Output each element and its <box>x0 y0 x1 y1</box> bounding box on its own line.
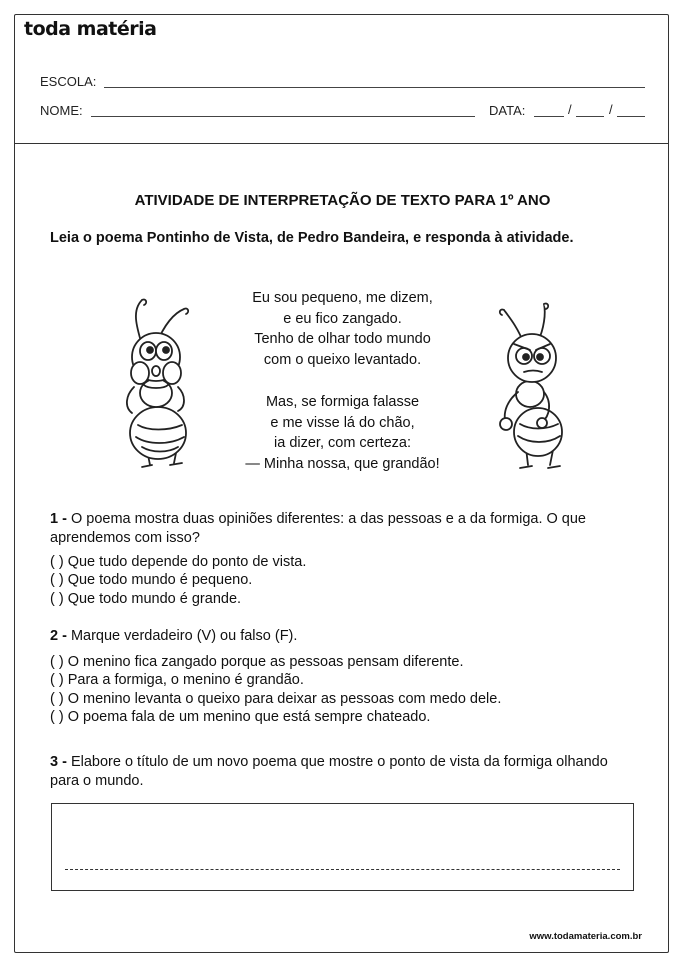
instructions: Leia o poema Pontinho de Vista, de Pedro Bandeira, e responda à atividade. <box>50 230 574 246</box>
angry-ant-illustration <box>492 300 572 475</box>
q1-option[interactable]: ( ) Que todo mundo é grande. <box>50 591 242 607</box>
question-text: Elabore o título de um novo poema que mostre o ponto de vista da formiga olhando para o mundo. <box>50 754 608 789</box>
poem-line: Eu sou pequeno, me dizem, <box>252 290 433 306</box>
date-month-field[interactable] <box>576 116 604 117</box>
page-title: ATIVIDADE DE INTERPRETAÇÃO DE TEXTO PARA 1º ANO <box>134 192 551 209</box>
answer-line[interactable] <box>65 869 620 870</box>
question-number: 1 - <box>50 511 67 527</box>
date-day-field[interactable] <box>534 116 564 117</box>
logo: toda matéria <box>24 18 157 40</box>
footer-url: www.todamateria.com.br <box>529 931 642 942</box>
date-separator: / <box>568 102 572 117</box>
name-label: NOME: <box>40 103 83 118</box>
q2-option[interactable]: ( ) O menino fica zangado porque as pessoas pensam diferente. <box>50 654 464 670</box>
q2-option[interactable]: ( ) O menino levanta o queixo para deixar as pessoas com medo dele. <box>50 691 502 707</box>
answer-box[interactable] <box>51 803 634 891</box>
school-label: ESCOLA: <box>40 74 97 89</box>
q1-option[interactable]: ( ) Que tudo depende do ponto de vista. <box>50 554 307 570</box>
question-1 <box>50 510 640 547</box>
poem-stanza-1 <box>200 288 485 370</box>
date-separator: / <box>609 102 613 117</box>
name-field[interactable] <box>91 116 475 117</box>
question-number: 2 - <box>50 628 67 644</box>
q2-option[interactable]: ( ) O poema fala de um menino que está sempre chateado. <box>50 709 431 725</box>
question-3 <box>50 753 640 790</box>
school-field[interactable] <box>104 87 645 88</box>
date-year-field[interactable] <box>617 116 645 117</box>
question-text: Marque verdadeiro (V) ou falso (F). <box>70 628 298 644</box>
question-2 <box>50 627 640 646</box>
q2-option[interactable]: ( ) Para a formiga, o menino é grandão. <box>50 672 304 688</box>
poem-line: Mas, se formiga falasse <box>265 394 420 410</box>
question-number: 3 - <box>50 754 67 770</box>
poem-line: e eu fico zangado. <box>283 310 402 327</box>
surprised-ant-illustration <box>112 295 197 475</box>
date-label: DATA: <box>489 103 526 118</box>
poem-line: ia dizer, com certeza: <box>274 435 411 451</box>
q1-option[interactable]: ( ) Que todo mundo é pequeno. <box>50 572 253 588</box>
poem-line: — Minha nossa, que grandão! <box>245 455 440 472</box>
poem-line: e me visse lá do chão, <box>270 414 415 431</box>
question-text: O poema mostra duas opiniões diferentes: a das pessoas e a da formiga. O que aprendemos com isso? <box>50 511 587 546</box>
poem-line: com o queixo levantado. <box>263 351 422 368</box>
poem-stanza-2 <box>200 392 485 474</box>
poem-line: Tenho de olhar todo mundo <box>254 331 431 347</box>
